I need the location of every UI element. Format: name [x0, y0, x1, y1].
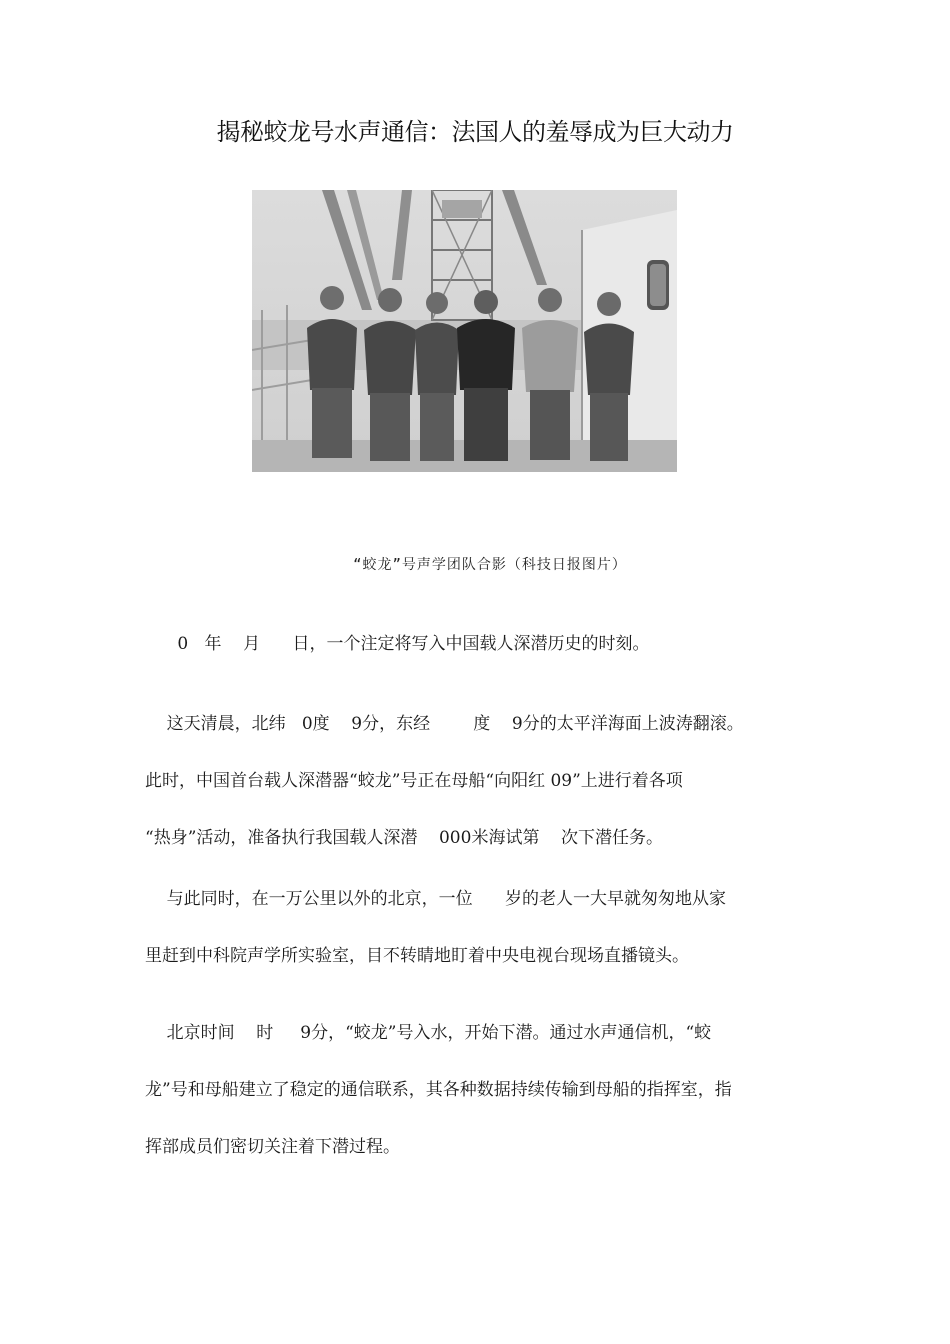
- paragraph-line: “热身”活动，准备执行我国载人深潜 000米海试第 次下潜任务。: [145, 828, 664, 848]
- paragraph-line: 0 年 月 日，一个注定将写入中国载人深潜历史的时刻。: [145, 634, 650, 654]
- team-photo: [252, 190, 677, 472]
- article-title: 揭秘蛟龙号水声通信：法国人的羞辱成为巨大动力: [216, 118, 734, 146]
- paragraph-line: 北京时间 时 9分，“蛟龙”号入水，开始下潜。通过水声通信机，“蛟: [145, 1023, 712, 1043]
- photo-caption: “蛟龙”号声学团队合影（科技日报图片）: [353, 557, 627, 573]
- paragraph-line: 龙”号和母船建立了稳定的通信联系，其各种数据持续传输到母船的指挥室，指: [145, 1080, 732, 1100]
- paragraph-1: [145, 616, 810, 673]
- paragraph-2: [145, 696, 810, 867]
- paragraph-line: 里赶到中科院声学所实验室，目不转睛地盯着中央电视台现场直播镜头。: [145, 946, 689, 966]
- paragraph-3: [145, 871, 810, 985]
- paragraph-line: 挥部成员们密切关注着下潜过程。: [145, 1137, 400, 1157]
- paragraph-line: 此时，中国首台载人深潜器“蛟龙”号正在母船“向阳红 09”上进行着各项: [145, 771, 683, 791]
- paragraph-line: 与此同时，在一万公里以外的北京，一位 岁的老人一大早就匆匆地从家: [145, 889, 727, 909]
- paragraph-4: [145, 1005, 810, 1176]
- paragraph-line: 这天清晨，北纬 0度 9分，东经 度 9分的太平洋海面上波涛翻滚。: [145, 714, 744, 734]
